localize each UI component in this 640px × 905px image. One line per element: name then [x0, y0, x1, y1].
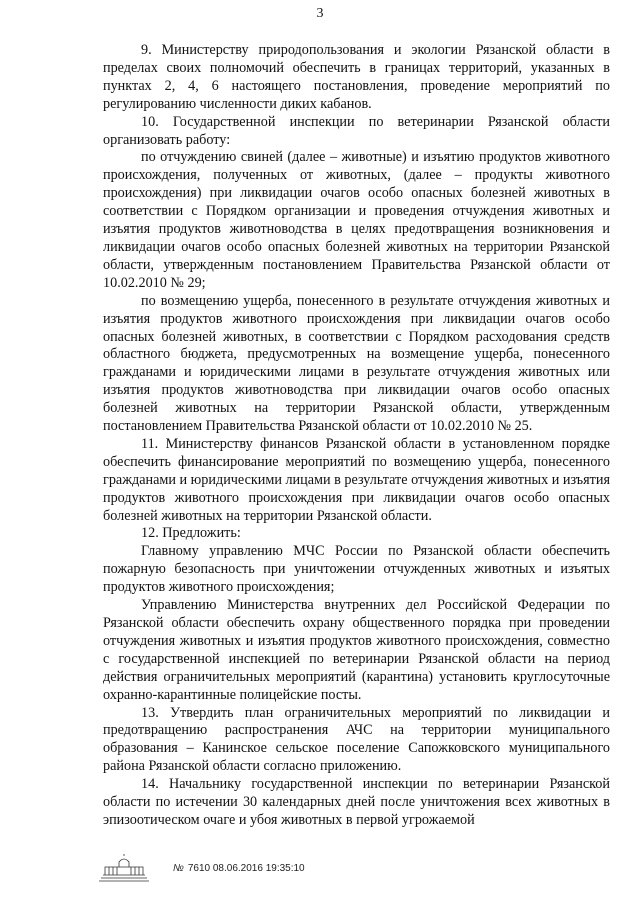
registration-stamp: [173, 863, 305, 875]
paragraph-9: 9. Министерству природопользования и экологии Рязанской области в пределах своих полномочий обеспечить в границах территорий, указанных в пунктах 2, 4, 6 настоящего постановления, проведение мероприятий по регулированию численности диких кабанов.: [103, 42, 610, 112]
document-body: [103, 42, 610, 830]
paragraph-12: 12. Предложить:: [141, 525, 241, 542]
paragraph-12-item-2: Управлению Министерства внутренних дел Российской Федерации по Рязанской области обеспечить охрану общественного порядка при проведении отчуждения животных и изъятия продуктов животного происхождения, совместно с государственной инспекцией по ветеринарии Рязанской области на период действия ограничительных мероприятий (карантина) установить круглосуточные охранно-карантинные полицейские посты.: [103, 597, 610, 703]
paragraph-10-item-2: по возмещению ущерба, понесенного в результате отчуждения животных и изъятия продуктов животного происхождения при ликвидации очагов особо опасных болезней животных, в соответствии с Порядком расходования средств областного бюджета, предусмотренных на возмещение ущерба, понесенного гражданами и юридическими лицами в результате отчуждения животных или изъятия продуктов животноводства при ликвидации очагов особо опасных болезней животных на территории Рязанской области, утвержденным постановлением Правительства Рязанской области от 10.02.2010 № 25.: [103, 292, 610, 435]
number-sign: №: [173, 863, 184, 874]
government-building-icon: [95, 853, 153, 883]
paragraph-14: 14. Начальнику государственной инспекции по ветеринарии Рязанской области по истечении 30 календарных дней после уничтожения всех животных в эпизоотическом очаге и убоя животных в первой угрожаемой: [103, 776, 610, 828]
document-footer: [95, 853, 355, 883]
paragraph-11: 11. Министерству финансов Рязанской области в установленном порядке обеспечить финансирование мероприятий по возмещению ущерба, понесенного гражданами и юридическими лицами в результате отчуждения животных и изъятия продуктов животного происхождения при ликвидации очагов особо опасных болезней животных на территории Рязанской области.: [103, 435, 610, 524]
paragraph-12-item-1: Главному управлению МЧС России по Рязанской области обеспечить пожарную безопасность при уничтожении отчужденных животных и изъятых продуктов животного происхождения;: [103, 543, 610, 596]
page-number: 3: [316, 6, 324, 21]
paragraph-10: 10. Государственной инспекции по ветеринарии Рязанской области организовать работу:: [103, 113, 610, 148]
registration-number-date: 7610 08.06.2016 19:35:10: [187, 863, 305, 874]
paragraph-13: 13. Утвердить план ограничительных мероприятий по ликвидации и предотвращению распространения АЧС на территории муниципального образования – Канинское сельское поселение Сапожковского муниципального района Рязанской области согласно приложению.: [103, 704, 610, 775]
paragraph-10-item-1: по отчуждению свиней (далее – животные) и изъятию продуктов животного происхождения, полученных от животных, (далее – продукты животного происхождения) при ликвидации очагов особо опасных болезней животных в соответствии с Порядком организации и проведения отчуждения животных и изъятия продуктов животноводства в целях предотвращения возникновения и ликвидации очагов особо опасных болезней животных на территории Рязанской области, утвержденным постановлением Правительства Рязанской области от 10.02.2010 № 29;: [103, 149, 610, 291]
